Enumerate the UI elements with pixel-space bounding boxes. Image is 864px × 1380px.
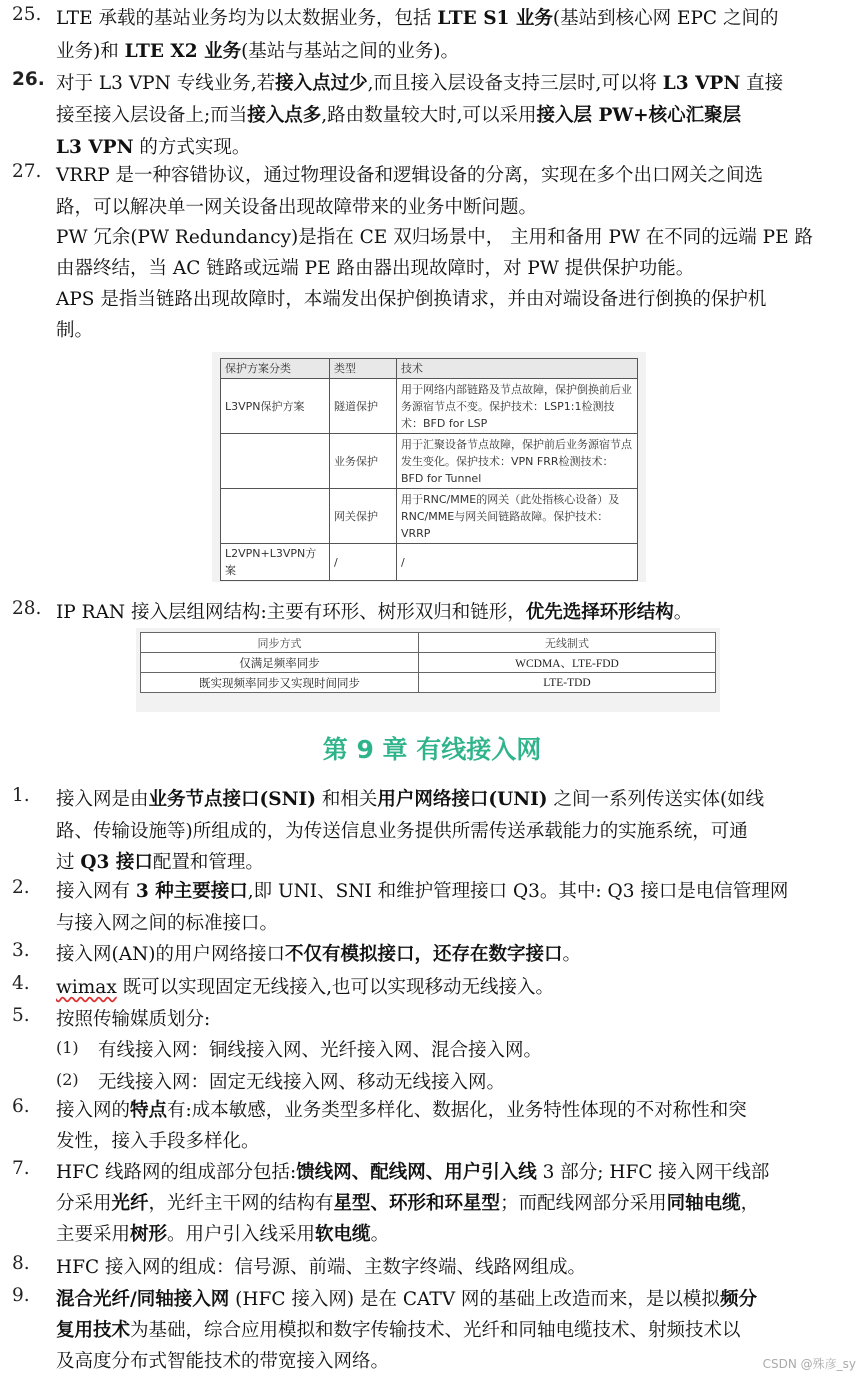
item-line: 与接入网之间的标准接口。 — [56, 913, 279, 934]
table-row — [221, 379, 638, 434]
item-line: 分采用光纤，光纤主干网的结构有星型、环形和环星型；而配线网部分采用同轴电缆， — [56, 1193, 760, 1214]
table-row — [221, 489, 638, 544]
item-line: wimax 既可以实现固定无线接入,也可以实现移动无线接入。 — [56, 977, 555, 998]
item-number: 25. — [12, 4, 42, 25]
item-number: 8. — [12, 1253, 30, 1274]
item-number: 5. — [12, 1005, 30, 1026]
item-line: 路，可以解决单一网关设备出现故障带来的业务中断问题。 — [56, 197, 538, 218]
item-line: 接至接入层设备上;而当接入点多,路由数量较大时,可以采用接入层 PW+核心汇聚层 — [56, 105, 742, 126]
table-header-row — [221, 359, 638, 379]
table-cell: / — [330, 544, 397, 581]
chapter-title: 第 9 章 有线接入网 — [322, 735, 542, 764]
sub-item-number: (1) — [56, 1038, 79, 1057]
table-row — [221, 434, 638, 489]
table-cell: LTE-TDD — [419, 673, 716, 693]
table-header-cell: 同步方式 — [141, 633, 419, 653]
table-cell: 既实现频率同步又实现时间同步 — [141, 673, 419, 693]
item-line: IP RAN 接入层组网结构:主要有环形、树形双归和链形，优先选择环形结构。 — [56, 602, 693, 623]
item-line: L3 VPN 的方式实现。 — [56, 137, 251, 158]
item-line: 按照传输媒质划分: — [56, 1009, 211, 1030]
table-header-cell: 无线制式 — [419, 633, 716, 653]
table-cell: 网关保护 — [330, 489, 397, 544]
item-line: 主要采用树形。用户引入线采用软电缆。 — [56, 1224, 390, 1245]
item-line: 及高度分布式智能技术的带宽接入网络。 — [56, 1351, 390, 1372]
item-line: APS 是指当链路出现故障时，本端发出保护倒换请求，并由对端设备进行倒换的保护机 — [56, 289, 767, 310]
sub-item-text: 有线接入网：铜线接入网、光纤接入网、混合接入网。 — [98, 1040, 543, 1061]
protection-scheme-table — [220, 358, 638, 581]
item-line: LTE 承载的基站业务均为以太数据业务，包括 LTE S1 业务(基站到核心网 EPC 之间的 — [56, 8, 779, 29]
item-line: 混合光纤/同轴接入网 (HFC 接入网) 是在 CATV 网的基础上改造而来，是以模拟频分 — [56, 1289, 757, 1310]
item-number: 4. — [12, 973, 30, 994]
item-number: 28. — [12, 598, 42, 619]
table-header-cell: 类型 — [330, 359, 397, 379]
table-header-cell: 技术 — [397, 359, 638, 379]
item-number: 2. — [12, 877, 30, 898]
item-line: 制。 — [56, 320, 94, 341]
item-line: 过 Q3 接口配置和管理。 — [56, 852, 264, 873]
item-line: 接入网是由业务节点接口(SNI) 和相关用户网络接口(UNI) 之间一系列传送实体(如线 — [56, 789, 765, 810]
table-cell: L3VPN保护方案 — [221, 379, 330, 434]
table-cell: 用于网络内部链路及节点故障，保护倒换前后业务源宿节点不变。保护技术：LSP1:1检测技术：BFD for LSP — [397, 379, 638, 434]
table-cell: 用于RNC/MME的网关（此处指核心设备）及RNC/MME与网关间链路故障。保护技术：VRRP — [397, 489, 638, 544]
table-cell: WCDMA、LTE-FDD — [419, 653, 716, 673]
sub-item-text: 无线接入网：固定无线接入网、移动无线接入网。 — [98, 1072, 506, 1093]
sub-item-number: (2) — [56, 1070, 79, 1089]
table-cell: 用于汇聚设备节点故障，保护前后业务源宿节点发生变化。保护技术：VPN FRR检测技术：BFD for Tunnel — [397, 434, 638, 489]
item-number: 6. — [12, 1096, 30, 1117]
table-row — [221, 544, 638, 581]
table-cell: / — [397, 544, 638, 581]
table-cell — [221, 434, 330, 489]
protection-scheme-table-image — [212, 352, 646, 582]
item-line: VRRP 是一种容错协议，通过物理设备和逻辑设备的分离，实现在多个出口网关之间选 — [56, 165, 764, 186]
item-line: HFC 接入网的组成：信号源、前端、主数字终端、线路网组成。 — [56, 1257, 587, 1278]
item-line: 对于 L3 VPN 专线业务,若接入点过少,而且接入层设备支持三层时,可以将 L3 VPN 直接 — [56, 73, 784, 94]
item-line: 发性，接入手段多样化。 — [56, 1131, 260, 1152]
watermark: CSDN @殊彦_sy — [762, 1357, 856, 1371]
item-number: 7. — [12, 1158, 30, 1179]
item-number: 3. — [12, 940, 30, 961]
table-header-row — [141, 633, 716, 653]
item-line: 接入网有 3 种主要接口,即 UNI、SNI 和维护管理接口 Q3。其中: Q3 接口是电信管理网 — [56, 881, 789, 902]
item-number: 9. — [12, 1285, 30, 1306]
table-cell: 仅满足频率同步 — [141, 653, 419, 673]
item-line: 接入网的特点有:成本敏感，业务类型多样化、数据化，业务特性体现的不对称性和突 — [56, 1100, 747, 1121]
sync-table-image — [136, 628, 720, 712]
table-row — [141, 673, 716, 693]
item-line: PW 冗余(PW Redundancy)是指在 CE 双归场景中， 主用和备用 PW 在不同的远端 PE 路 — [56, 227, 814, 248]
item-line: 路、传输设施等)所组成的，为传送信息业务提供所需传送承载能力的实施系统，可通 — [56, 821, 748, 842]
item-line: HFC 线路网的组成部分包括:馈线网、配线网、用户引入线 3 部分; HFC 接入网干线部 — [56, 1162, 770, 1183]
item-line: 业务)和 LTE X2 业务(基站与基站之间的业务)。 — [56, 41, 460, 62]
item-line: 复用技术为基础，综合应用模拟和数字传输技术、光纤和同轴电缆技术、射频技术以 — [56, 1320, 741, 1341]
table-header-cell: 保护方案分类 — [221, 359, 330, 379]
table-row — [141, 653, 716, 673]
item-number: 1. — [12, 785, 30, 806]
table-cell — [221, 489, 330, 544]
table-cell: 隧道保护 — [330, 379, 397, 434]
item-number: 26. — [12, 69, 45, 90]
table-cell: L2VPN+L3VPN方案 — [221, 544, 330, 581]
item-line: 接入网(AN)的用户网络接口不仅有模拟接口，还存在数字接口。 — [56, 944, 582, 965]
item-line: 由器终结，当 AC 链路或远端 PE 路由器出现故障时，对 PW 提供保护功能。 — [56, 258, 695, 279]
table-cell: 业务保护 — [330, 434, 397, 489]
item-number: 27. — [12, 161, 42, 182]
sync-table — [140, 632, 716, 693]
